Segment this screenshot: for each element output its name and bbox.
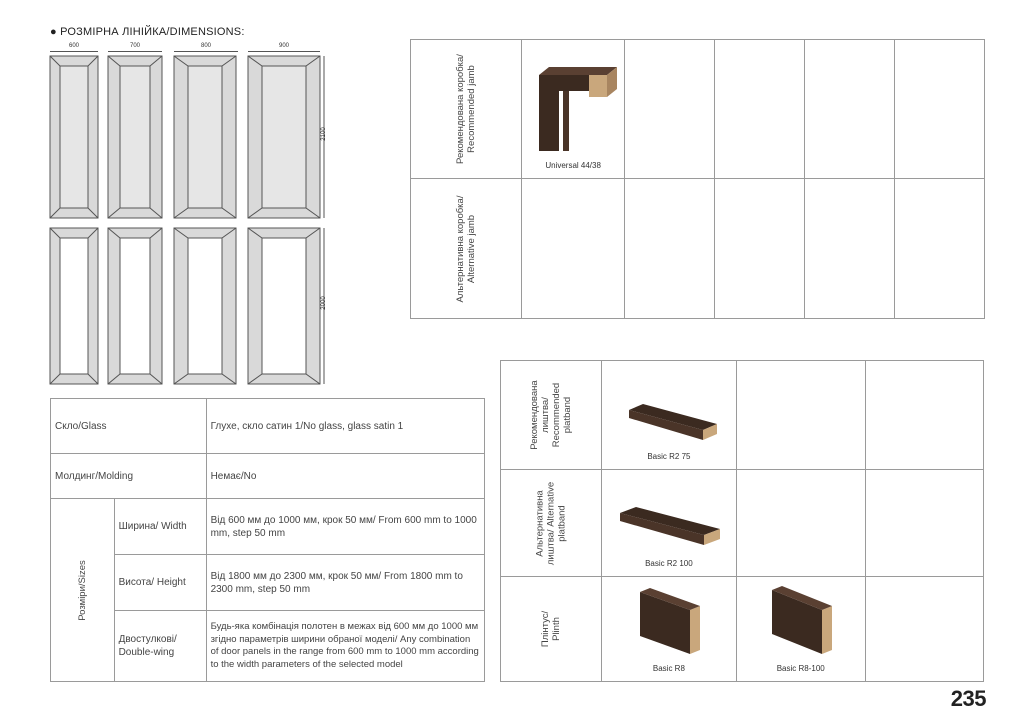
platband-product-name: Basic R2 75 [647,452,691,461]
page-number: 235 [950,686,986,711]
empty-cell [895,40,985,179]
doors-solid-row [48,54,338,222]
empty-cell [522,179,625,319]
dimension-line [248,51,320,52]
alt-platband-product-cell [602,470,737,577]
width-label-600: 600 [68,43,79,49]
width-label: Ширина/ Width [114,499,206,555]
empty-cell [715,179,805,319]
empty-cell [865,577,983,682]
plinth-100-product-cell [736,577,865,682]
plinth-label: Плінтус/ Plinth [540,610,562,648]
sizes-label: Розміри/Sizes [76,559,88,621]
platband-row-recommended-header [501,361,602,470]
alternative-platband-label: Альтернативна лиштва/ Alternative platband [534,481,568,565]
empty-cell [865,470,983,577]
platband-product-cell [602,361,737,470]
height-label-2000: 2000 [321,296,327,310]
jamb-row-recommended-header [411,40,522,179]
plinth-row-header [501,577,602,682]
empty-cell [895,179,985,319]
recommended-platband-label: Рекомендована лиштва/ Recommended platband [529,380,573,450]
platband-row-alternative-header [501,470,602,577]
width-value: Від 600 мм до 1000 мм, крок 50 мм/ From 600 mm to 1000 mm, step 50 mm [206,499,484,555]
jamb-row-alternative-header [411,179,522,319]
recommended-jamb-label: Рекомендована коробка/ Recommended jamb [455,54,477,164]
alt-platband-image [614,505,724,553]
plinth-product-name: Basic R8 [652,664,685,673]
doors-glass-row [48,226,338,388]
sizes-header [51,499,115,682]
dimension-line [108,51,162,52]
spec-table [50,398,485,682]
height-label: Висота/ Height [114,555,206,611]
platband-table [500,360,984,682]
plinth-100-image [766,586,836,658]
molding-value: Немає/No [206,454,484,499]
double-wing-label: Двостулкові/ Double-wing [114,611,206,682]
width-label-900: 900 [278,43,289,49]
empty-cell [805,40,895,179]
alternative-jamb-label: Альтернативна коробка/ Alternative jamb [455,195,477,302]
empty-cell [715,40,805,179]
empty-cell [625,40,715,179]
height-label-2100: 2100 [321,127,327,141]
section-title: ● РОЗМІРНА ЛІНІЙКА/DIMENSIONS: [50,26,245,38]
height-value: Від 1800 мм до 2300 мм, крок 50 мм/ From 1800 mm to 2300 mm, step 50 mm [206,555,484,611]
plinth-product-cell [602,577,737,682]
dimension-line [174,51,238,52]
empty-cell [865,361,983,470]
double-wing-value: Будь-яка комбінація полотен в межах від 600 мм до 1000 мм згідно параметрів ширини обраної моделі/ Any combination of door panels in the range from 600 mm to 1000 mm according to the width parameters of the selected model [206,611,484,682]
molding-label: Молдинг/Molding [51,454,207,499]
platband-image [619,402,719,446]
empty-cell [805,179,895,319]
dimension-line [50,51,98,52]
jamb-table [410,39,985,319]
empty-cell [736,470,865,577]
empty-cell [625,179,715,319]
plinth-image [634,588,704,658]
jamb-product-name: Universal 44/38 [545,161,601,170]
glass-value: Глухе, скло сатин 1/No glass, glass satin 1 [206,399,484,454]
width-label-700: 700 [129,43,140,49]
width-label-800: 800 [200,43,211,49]
alt-platband-product-name: Basic R2 100 [645,559,693,568]
jamb-image [527,65,619,155]
glass-label: Скло/Glass [51,399,207,454]
plinth-100-product-name: Basic R8-100 [776,664,825,673]
jamb-product-cell [522,40,625,179]
empty-cell [736,361,865,470]
